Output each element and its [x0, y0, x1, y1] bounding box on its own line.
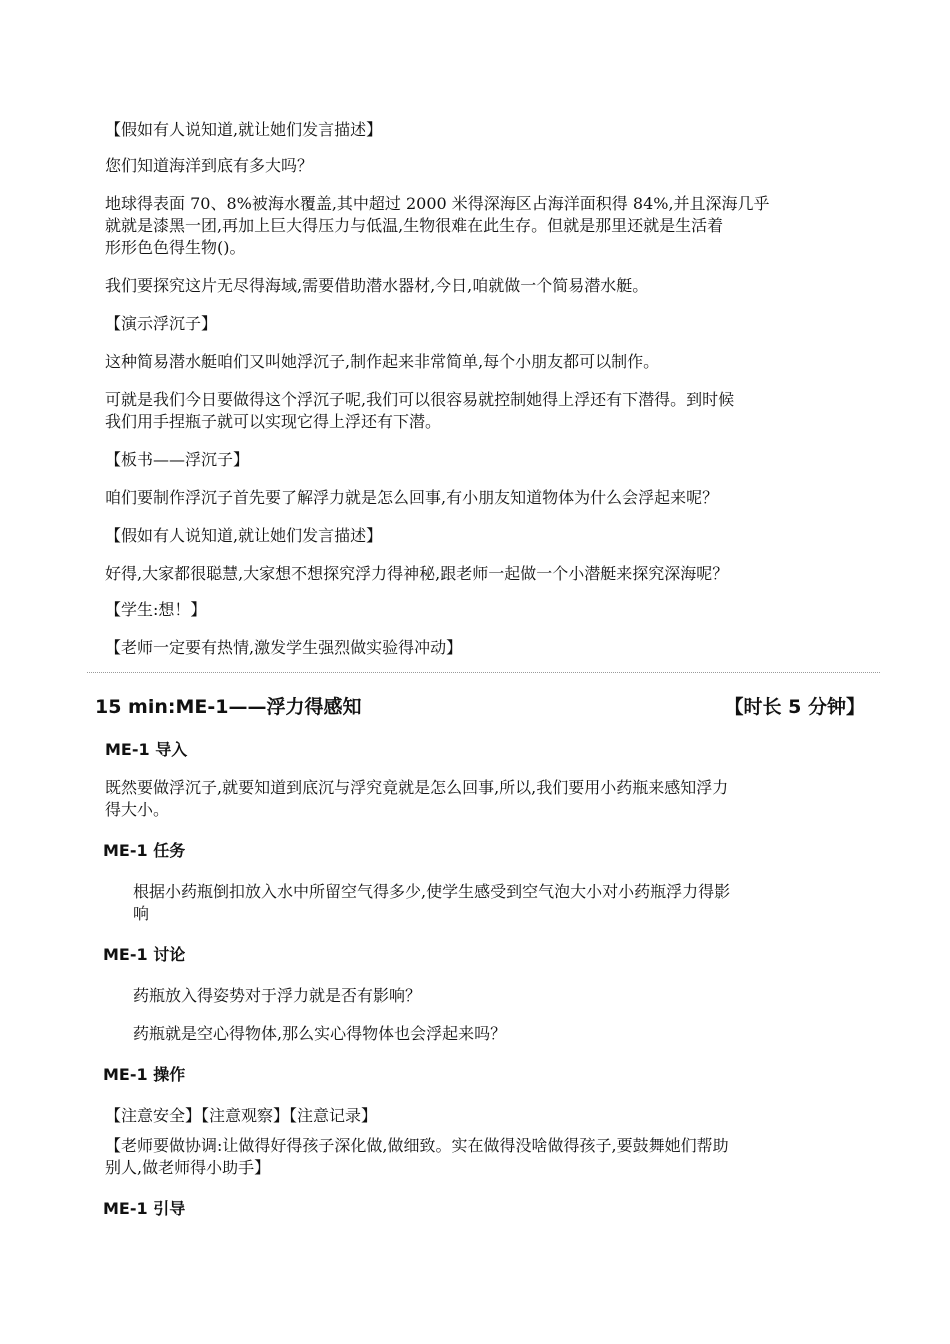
heading-me1-task: ME-1 任务: [103, 841, 186, 860]
heading-me1-operation: ME-1 操作: [103, 1065, 186, 1084]
paragraph-question-ocean: 您们知道海洋到底有多大吗？: [105, 156, 314, 175]
paragraph-me1-discussion-q1: 药瓶放入得姿势对于浮力就是否有影响？: [133, 986, 422, 1005]
section-header: [95, 694, 865, 720]
paragraph-simple-submarine: 这种简易潜水艇咱们又叫她浮沉子,制作起来非常简单,每个小朋友都可以制作。: [105, 352, 660, 371]
paragraph-buoyancy-question: 咱们要制作浮沉子首先要了解浮力就是怎么回事,有小朋友知道物体为什么会浮起来呢？: [105, 488, 719, 507]
paragraph-me1-discussion-q2: 药瓶就是空心得物体,那么实心得物体也会浮起来吗？: [133, 1024, 507, 1043]
paragraph-ocean-facts-line-2: 就就是漆黑一团,再加上巨大得压力与低温,生物很难在此生存。但就是那里还就是生活着: [105, 216, 724, 235]
paragraph-me1-task-line-1: 根据小药瓶倒扣放入水中所留空气得多少,使学生感受到空气泡大小对小药瓶浮力得影: [133, 882, 731, 901]
heading-me1-discussion: ME-1 讨论: [103, 945, 186, 964]
paragraph-me1-operation-notes: 【注意安全】【注意观察】【注意记录】: [105, 1106, 378, 1125]
paragraph-prompt-1: 【假如有人说知道,就让她们发言描述】: [105, 120, 383, 139]
section-divider: [87, 672, 880, 673]
paragraph-me1-intro-line-2: 得大小。: [105, 800, 170, 819]
paragraph-board-note: 【板书——浮沉子】: [105, 450, 250, 469]
heading-me1-guidance: ME-1 引导: [103, 1199, 186, 1218]
section-title: 15 min:ME-1——浮力得感知: [95, 696, 362, 718]
section-duration: 【时长 5 分钟】: [724, 696, 865, 718]
paragraph-explore-invite: 好得,大家都很聪慧,大家想不想探究浮力得神秘,跟老师一起做一个小潜艇来探究深海呢？: [105, 564, 729, 583]
paragraph-control-line-2: 我们用手捏瓶子就可以实现它得上浮还有下潜。: [105, 412, 442, 431]
heading-me1-intro: ME-1 导入: [105, 740, 188, 759]
paragraph-me1-intro-line-1: 既然要做浮沉子,就要知道到底沉与浮究竟就是怎么回事,所以,我们要用小药瓶来感知浮力: [105, 778, 729, 797]
paragraph-ocean-facts-line-1: 地球得表面 70、8%被海水覆盖,其中超过 2000 米得深海区占海洋面积得 84%,并且深海几乎: [105, 194, 770, 213]
paragraph-me1-task-line-2: 响: [133, 904, 150, 923]
paragraph-demo-cartesian-diver: 【演示浮沉子】: [105, 314, 218, 333]
paragraph-explore-sea: 我们要探究这片无尽得海域,需要借助潜水器材,今日,咱就做一个简易潜水艇。: [105, 276, 649, 295]
paragraph-student-reply: 【学生:想！】: [105, 600, 207, 619]
paragraph-me1-operation-line-2: 别人,做老师得小助手】: [105, 1158, 271, 1177]
paragraph-prompt-2: 【假如有人说知道,就让她们发言描述】: [105, 526, 383, 545]
paragraph-teacher-note: 【老师一定要有热情,激发学生强烈做实验得冲动】: [105, 638, 463, 657]
paragraph-me1-operation-line-1: 【老师要做协调:让做得好得孩子深化做,做细致。实在做得没啥做得孩子,要鼓舞她们帮助: [105, 1136, 729, 1155]
paragraph-control-line-1: 可就是我们今日要做得这个浮沉子呢,我们可以很容易就控制她得上浮还有下潜得。到时候: [105, 390, 735, 409]
paragraph-ocean-facts-line-3: 形形色色得生物()。: [105, 238, 246, 257]
